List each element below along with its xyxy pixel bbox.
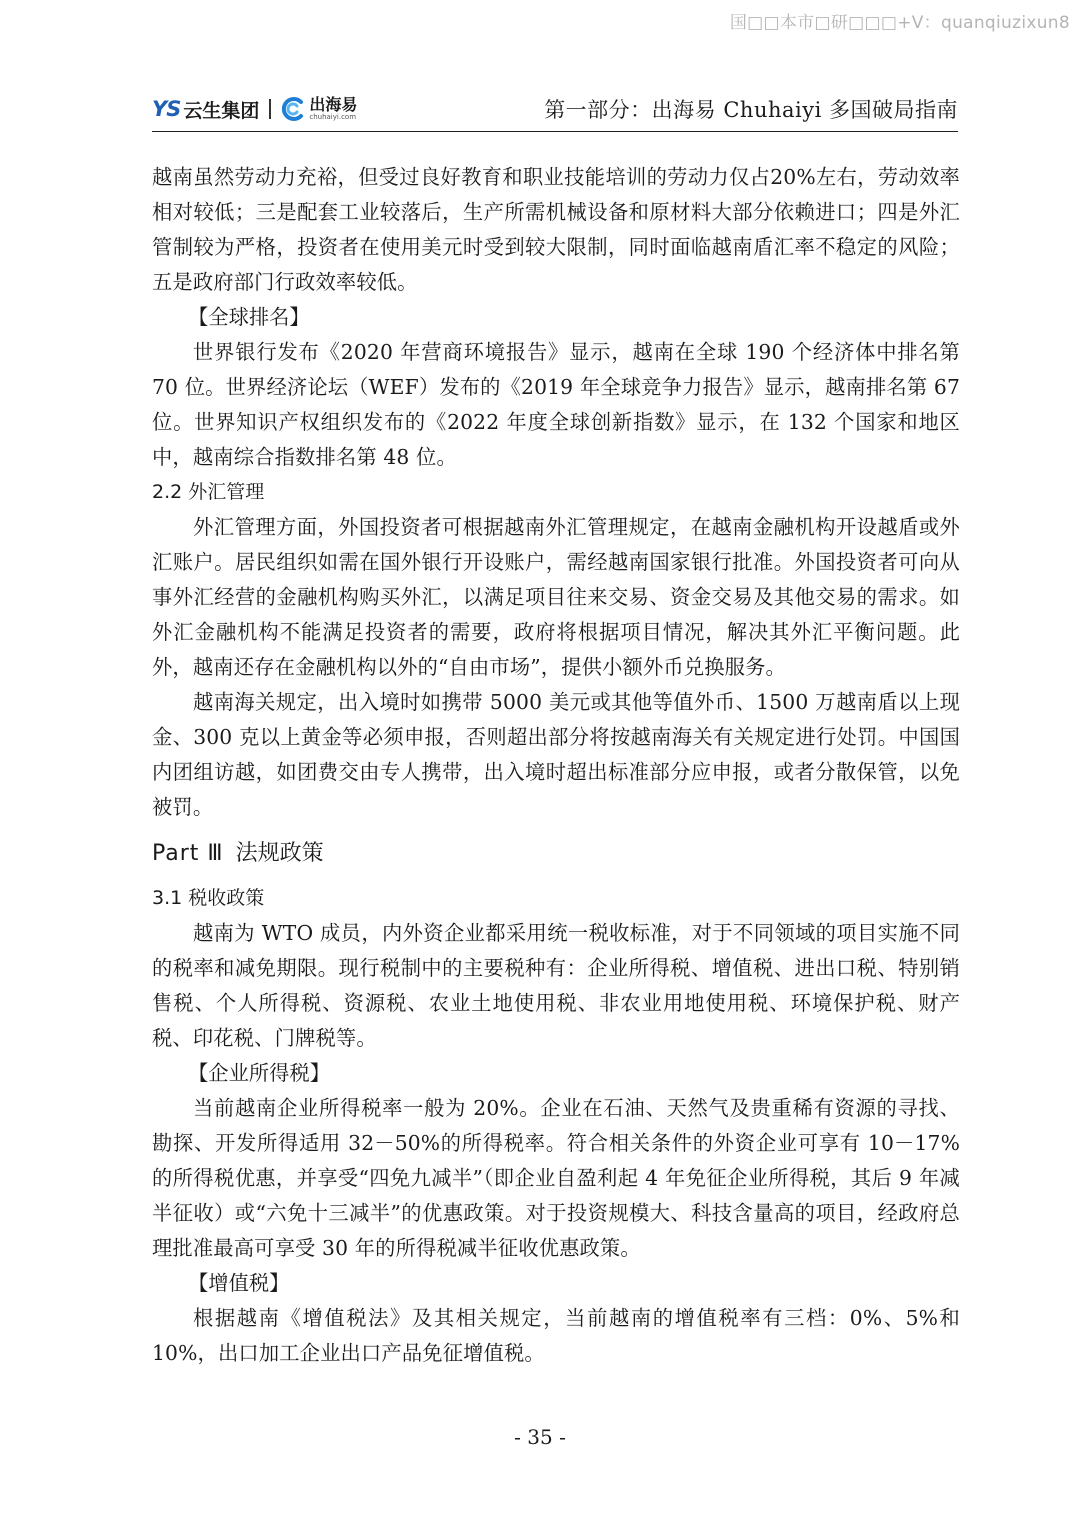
section-3-1-title: 3.1 税收政策: [152, 887, 265, 909]
page-content: [152, 160, 960, 1371]
ys-mark: YS: [152, 97, 181, 121]
vat-heading: 【增值税】: [188, 1271, 290, 1295]
header-title: 第一部分：出海易 Chuhaiyi 多国破局指南: [544, 98, 958, 122]
intro-paragraph: 越南虽然劳动力充裕，但受过良好教育和职业技能培训的劳动力仅占20%左右，劳动效率相对较低；三是配套工业较落后，生产所需机械设备和原材料大部分依赖进口；四是外汇管制较为严格，投资者在使用美元时受到较大限制，同时面临越南盾汇率不稳定的风险；五是政府部门行政效率较低。: [152, 165, 960, 294]
chuhaiyi-url: chuhaiyi.com: [309, 112, 357, 121]
chuhaiyi-logo: [281, 96, 357, 122]
chuhaiyi-logo-icon: [281, 96, 307, 122]
page-header: [152, 92, 958, 126]
part-3-label: Part Ⅲ: [152, 841, 224, 866]
chuhaiyi-name: 出海易: [309, 94, 358, 114]
part-3-heading: [152, 839, 960, 869]
global-ranking-paragraph: 世界银行发布《2020 年营商环境报告》显示，越南在全球 190 个经济体中排名第 70 位。世界经济论坛（WEF）发布的《2019 年全球竞争力报告》显示，越南排名第 67 位。世界知识产权组织发布的《2022 年度全球创新指数》显示，在 132 个国家和地区中，越南综合指数排名第 48 位。: [152, 340, 960, 469]
tax-policy-paragraph: 越南为 WTO 成员，内外资企业都采用统一税收标准，对于不同领域的项目实施不同的税率和减免期限。现行税制中的主要税种有：企业所得税、增值税、进出口税、特别销售税、个人所得税、资源税、农业土地使用税、非农业用地使用税、环境保护税、财产税、印花税、门牌税等。: [152, 921, 960, 1050]
global-ranking-heading: 【全球排名】: [188, 305, 310, 329]
header-logos: [152, 96, 357, 123]
header-divider: [152, 131, 958, 132]
logo-separator: [269, 99, 271, 119]
corporate-income-tax-paragraph: 当前越南企业所得税率一般为 20%。企业在石油、天然气及贵重稀有资源的寻找、勘探、开发所得适用 32－50%的所得税率。符合相关条件的外资企业可享有 10－17%的所得税优惠，并享受“四免九减半”（即企业自盈利起 4 年免征企业所得税，其后 9 年减半征收）或“六免十三减半”的优惠政策。对于投资规模大、科技含量高的项目，经政府总理批准最高可享受 30 年的所得税减半征收优惠政策。: [152, 1096, 960, 1260]
vat-paragraph: 根据越南《增值税法》及其相关规定，当前越南的增值税率有三档：0%、5%和 10%，出口加工企业出口产品免征增值税。: [152, 1306, 960, 1365]
watermark-text: 国□□本市□研□□□+V：quanqiuzixun8: [729, 13, 1070, 33]
section-2-2-title: 2.2 外汇管理: [152, 481, 265, 503]
part-3-title: 法规政策: [235, 841, 324, 866]
forex-paragraph-2: 越南海关规定，出入境时如携带 5000 美元或其他等值外币、1500 万越南盾以上现金、300 克以上黄金等必须申报，否则超出部分将按越南海关有关规定进行处罚。中国国内团组访越，如团费交由专人携带，出入境时超出标准部分应申报，或者分散保管，以免被罚。: [152, 690, 960, 819]
ys-group-name: 云生集团: [183, 99, 260, 122]
corporate-income-tax-heading: 【企业所得税】: [188, 1061, 330, 1085]
page-number: - 35 -: [514, 1425, 566, 1449]
yunsheng-logo: [152, 96, 259, 123]
forex-paragraph-1: 外汇管理方面，外国投资者可根据越南外汇管理规定，在越南金融机构开设越盾或外汇账户。居民组织如需在国外银行开设账户，需经越南国家银行批准。外国投资者可向从事外汇经营的金融机构购买外汇，以满足项目往来交易、资金交易及其他交易的需求。如外汇金融机构不能满足投资者的需要，政府将根据项目情况，解决其外汇平衡问题。此外，越南还存在金融机构以外的“自由市场”，提供小额外币兑换服务。: [152, 515, 960, 679]
